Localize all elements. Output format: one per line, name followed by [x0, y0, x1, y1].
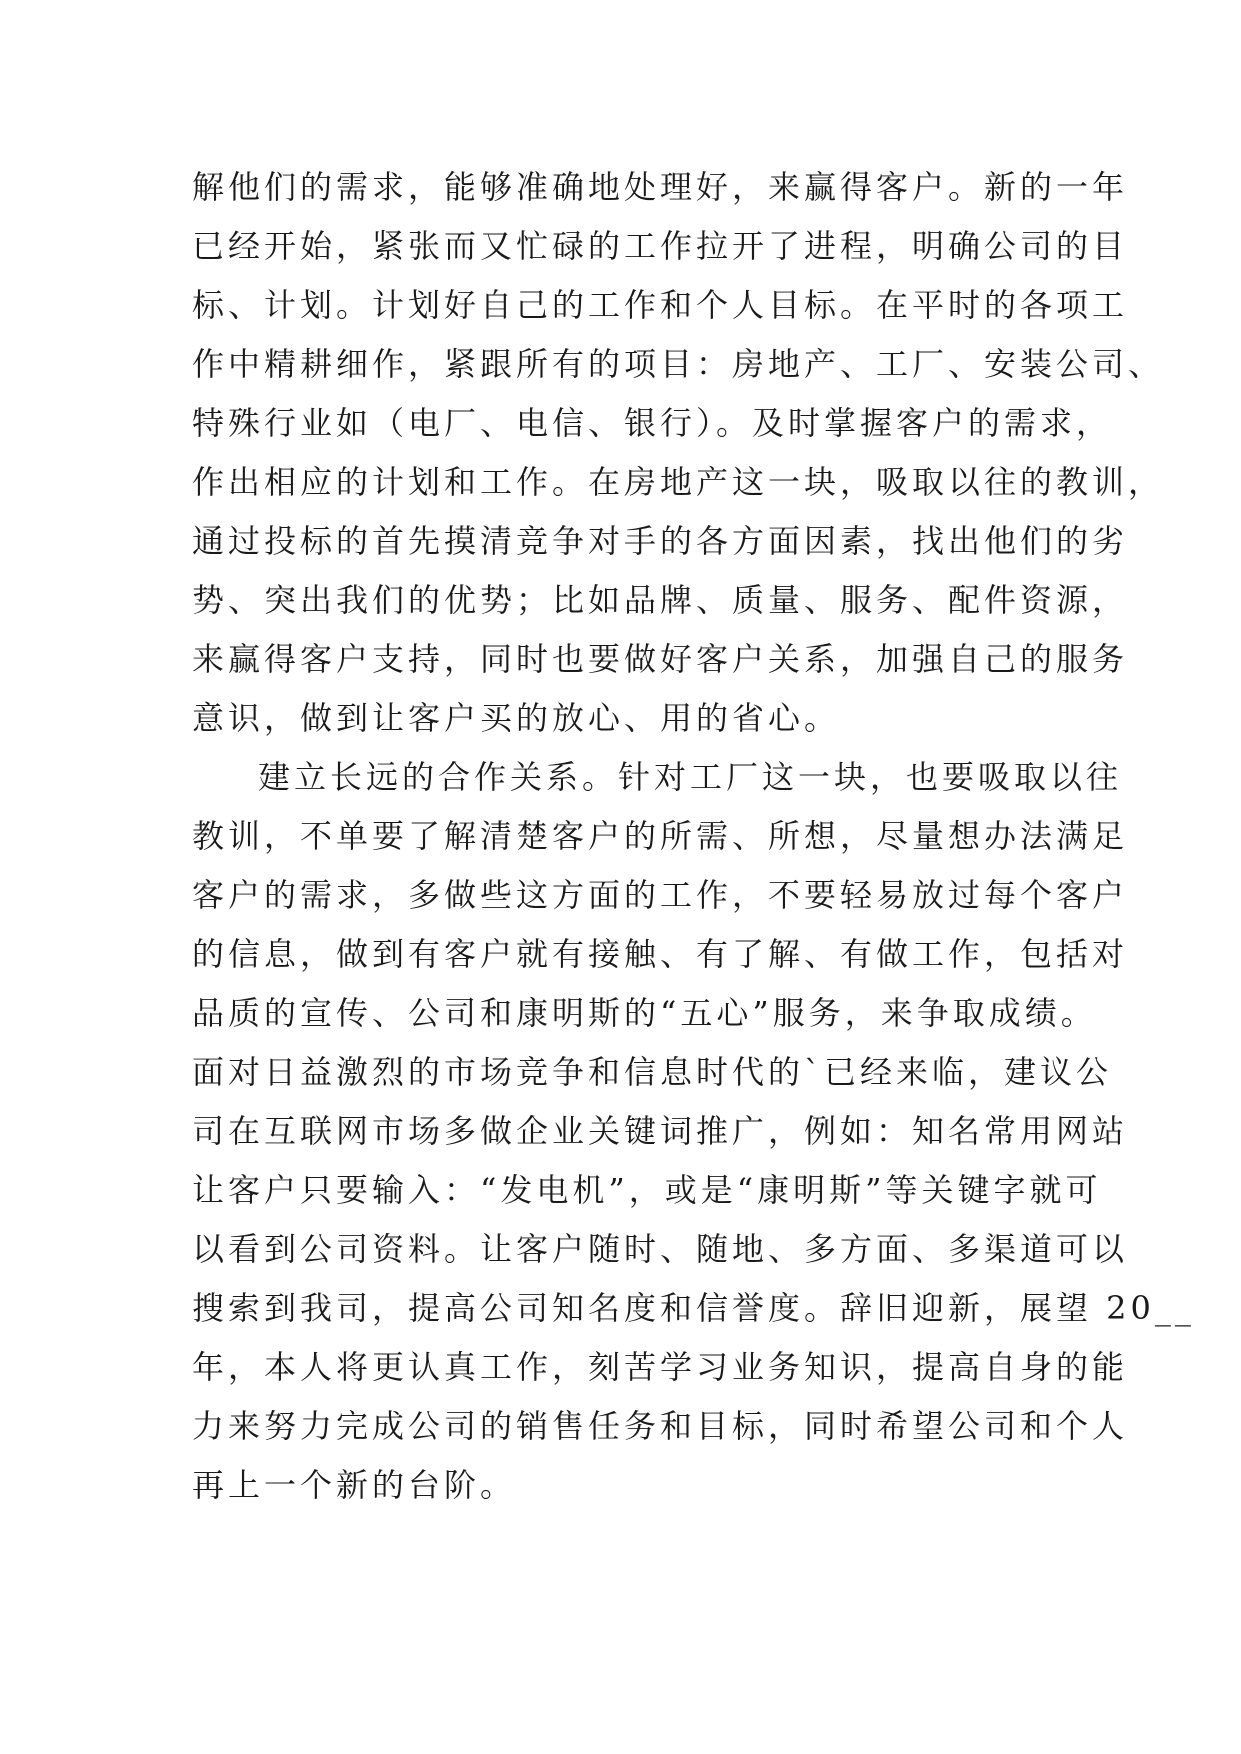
- text-line: 的信息，做到有客户就有接触、有了解、有做工作，包括对: [192, 935, 1129, 973]
- text-line: 作出相应的计划和工作。在房地产这一块，吸取以往的教训，: [192, 463, 1165, 501]
- text-line: 特殊行业如（电厂、电信、银行）。及时掌握客户的需求，: [192, 404, 1113, 442]
- document-body: [192, 158, 1195, 1515]
- text-line: 教训，不单要了解清楚客户的所需、所想，尽量想办法满足: [192, 817, 1129, 855]
- text-line: 通过投标的首先摸清竞争对手的各方面因素，找出他们的劣: [192, 522, 1129, 560]
- text-line: 再上一个新的台阶。: [192, 1466, 517, 1504]
- text-line: 已经开始，紧张而又忙碌的工作拉开了进程，明确公司的目: [192, 227, 1129, 265]
- text-line: 意识，做到让客户买的放心、用的省心。: [192, 699, 841, 737]
- text-line: 作中精耕细作，紧跟所有的项目：房地产、工厂、安装公司、: [192, 345, 1165, 383]
- paragraph-2: [192, 748, 1195, 1515]
- text-line-indented: 建立长远的合作关系。针对工厂这一块，也要吸取以往: [258, 758, 1123, 796]
- text-line: 让客户只要输入：“发电机”，或是“康明斯”等关键字就可: [192, 1171, 1102, 1209]
- text-line: 势、突出我们的优势；比如品牌、质量、服务、配件资源，: [192, 581, 1129, 619]
- text-line: 以看到公司资料。让客户随时、随地、多方面、多渠道可以: [192, 1230, 1129, 1268]
- text-line: 来赢得客户支持，同时也要做好客户关系，加强自己的服务: [192, 640, 1129, 678]
- text-line: 标、计划。计划好自己的工作和个人目标。在平时的各项工: [192, 286, 1129, 324]
- text-line: 品质的宣传、公司和康明斯的“五心”服务，来争取成绩。: [192, 994, 1097, 1032]
- text-line: 客户的需求，多做些这方面的工作，不要轻易放过每个客户: [192, 876, 1129, 914]
- text-line: 搜索到我司，提高公司知名度和信誉度。辞旧迎新，展望 20__: [192, 1289, 1195, 1327]
- paragraph-1: [192, 158, 1165, 748]
- text-line: 年，本人将更认真工作，刻苦学习业务知识，提高自身的能: [192, 1348, 1129, 1386]
- text-line: 力来努力完成公司的销售任务和目标，同时希望公司和个人: [192, 1407, 1129, 1445]
- text-line: 面对日益激烈的市场竞争和信息时代的`已经来临，建议公: [192, 1053, 1113, 1091]
- text-line: 司在互联网市场多做企业关键词推广，例如：知名常用网站: [192, 1112, 1129, 1150]
- text-line: 解他们的需求，能够准确地处理好，来赢得客户。新的一年: [192, 168, 1129, 206]
